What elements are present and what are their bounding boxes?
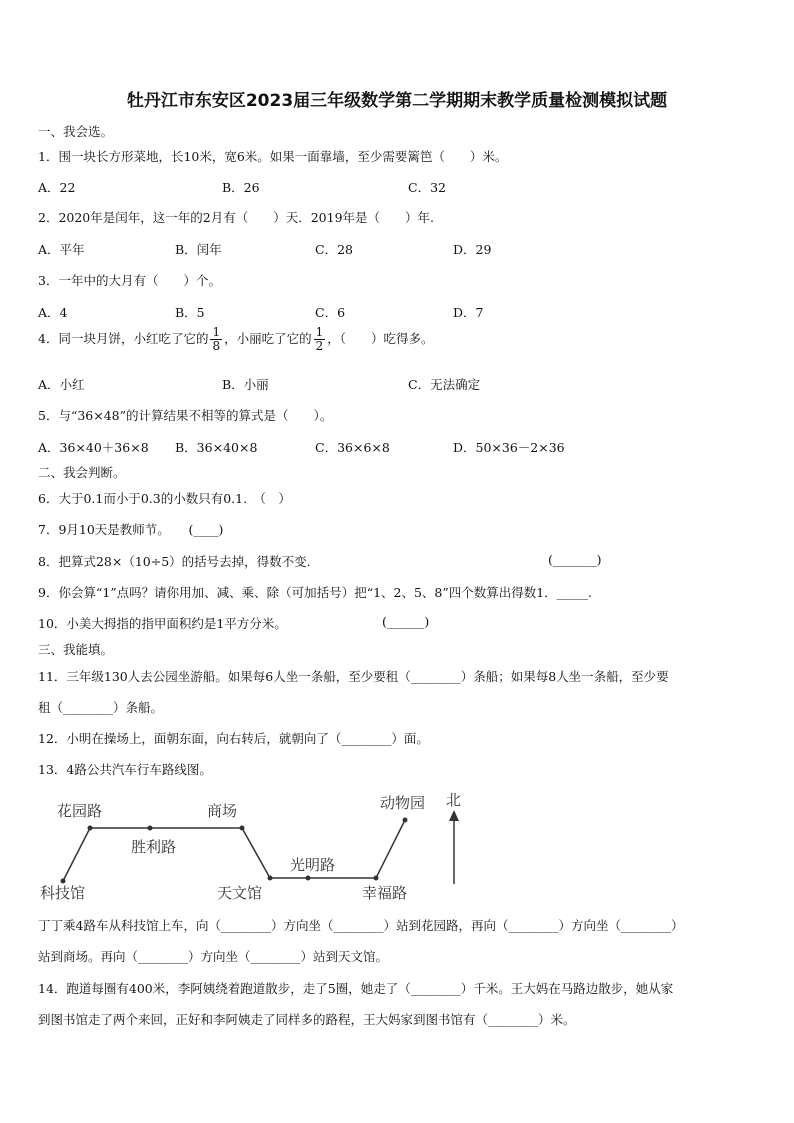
q3-option-a: A．4 — [38, 305, 68, 320]
stop-keji-guan — [61, 879, 66, 884]
question-6: 6．大于0.1而小于0.3的小数只有0.1. （ ） — [38, 491, 291, 506]
q3-option-c: C．6 — [315, 305, 346, 320]
question-14-line1: 14．跑道每圈有400米，李阿姨绕着跑道散步，走了5圈，她走了（________）千米。王大妈在马路边散步，她从家 — [38, 981, 674, 996]
question-14-line2: 到图书馆走了两个来回，正好和李阿姨走了同样多的路程，王大妈家到图书馆有（________）米。 — [38, 1012, 576, 1027]
stop-dongwu-yuan — [403, 818, 408, 823]
q8-answer-blank: (_______) — [548, 552, 602, 567]
question-11-line2: 租（________）条船。 — [38, 700, 164, 715]
question-10: 10．小美大拇指的指甲面积约是1平方分米。 — [38, 616, 287, 631]
label-shangchang: 商场 — [207, 802, 238, 820]
stop-tianwen-guan — [268, 876, 273, 881]
q4-text-part2: ，小丽吃了它的 — [224, 331, 312, 347]
q5-option-a: A．36×40＋36×8 — [38, 440, 149, 455]
question-2: 2．2020年是闰年，这一年的2月有（ ）天．2019年是（ ）年. — [38, 210, 435, 225]
question-4 — [38, 326, 434, 353]
label-xingfu-lu: 幸福路 — [362, 884, 408, 902]
question-7: 7．9月10天是教师节。 (____) — [38, 522, 224, 537]
q3-option-d: D．7 — [453, 305, 484, 320]
q1-option-b: B．26 — [222, 180, 260, 195]
q2-option-a: A．平年 — [38, 242, 85, 257]
q5-option-b: B．36×40×8 — [175, 440, 258, 455]
stop-xingfu-lu — [374, 876, 379, 881]
q5-option-d: D．50×36－2×36 — [453, 440, 565, 455]
q4-option-b: B．小丽 — [222, 377, 269, 392]
q4-text-part3: ，（ ）吃得多。 — [327, 331, 434, 347]
q3-option-b: B．5 — [175, 305, 205, 320]
q2-option-d: D．29 — [453, 242, 492, 257]
question-5: 5．与“36×48”的计算结果不相等的算式是（ ）。 — [38, 408, 333, 423]
label-shengli-lu: 胜利路 — [131, 838, 177, 856]
question-12: 12．小明在操场上，面朝东面，向右转后，就朝向了（________）面。 — [38, 731, 429, 746]
section-heading-2: 二、我会判断。 — [38, 465, 126, 480]
label-dongwu-yuan: 动物园 — [380, 794, 426, 812]
q2-option-b: B．闰年 — [175, 242, 222, 257]
fraction-one-half: $\frac{1}{2}$ — [315, 325, 324, 354]
bus-route-map — [30, 788, 480, 906]
page-title: 牡丹江市东安区2023届三年级数学第二学期期末教学质量检测模拟试题 — [126, 91, 668, 111]
q1-option-a: A．22 — [38, 180, 76, 195]
question-1: 1．围一块长方形菜地，长10米，宽6米。如果一面靠墙，至少需要篱笆（ ）米。 — [38, 149, 508, 164]
north-arrow-icon — [449, 810, 459, 821]
q5-option-c: C．36×6×8 — [315, 440, 390, 455]
section-heading-1: 一、我会选。 — [38, 124, 114, 139]
question-3: 3．一年中的大月有（ ）个。 — [38, 273, 221, 288]
question-8: 8．把算式28×（10÷5）的括号去掉，得数不变. — [38, 554, 311, 569]
label-keji-guan: 科技馆 — [40, 884, 86, 902]
question-9: 9．你会算“1”点吗？请你用加、减、乘、除（可加括号）把“1、2、5、8”四个数算出得数1．_____. — [38, 585, 592, 600]
stop-guangming-lu — [306, 876, 311, 881]
question-11-line1: 11．三年级130人去公园坐游船。如果每6人坐一条船，至少要租（________）条船；如果每8人坐一条船，至少要 — [38, 669, 669, 684]
question-13: 13．4路公共汽车行车路线图。 — [38, 762, 212, 777]
section-heading-3: 三、我能填。 — [38, 642, 114, 657]
question-13-line1: 丁丁乘4路车从科技馆上车，向（________）方向坐（________）站到花园路，再向（________）方向坐（________） — [38, 918, 684, 933]
q4-text-part1: 4．同一块月饼，小红吃了它的 — [38, 331, 209, 347]
q2-option-c: C．28 — [315, 242, 353, 257]
stop-huayuan-lu — [88, 826, 93, 831]
stop-shengli-lu — [148, 826, 153, 831]
fraction-one-eighth: $\frac{1}{8}$ — [212, 325, 221, 354]
q10-answer-blank: (______) — [382, 614, 430, 629]
question-13-line2: 站到商场。再向（________）方向坐（________）站到天文馆。 — [38, 949, 389, 964]
q1-option-c: C．32 — [408, 180, 446, 195]
stop-shangchang — [240, 826, 245, 831]
q4-option-c: C．无法确定 — [408, 377, 481, 392]
label-north: 北 — [446, 791, 462, 809]
label-huayuan-lu: 花园路 — [57, 802, 103, 820]
bus-route-line — [63, 820, 405, 881]
q4-option-a: A．小红 — [38, 377, 85, 392]
label-tianwen-guan: 天文馆 — [217, 884, 263, 902]
label-guangming-lu: 光明路 — [290, 856, 336, 874]
